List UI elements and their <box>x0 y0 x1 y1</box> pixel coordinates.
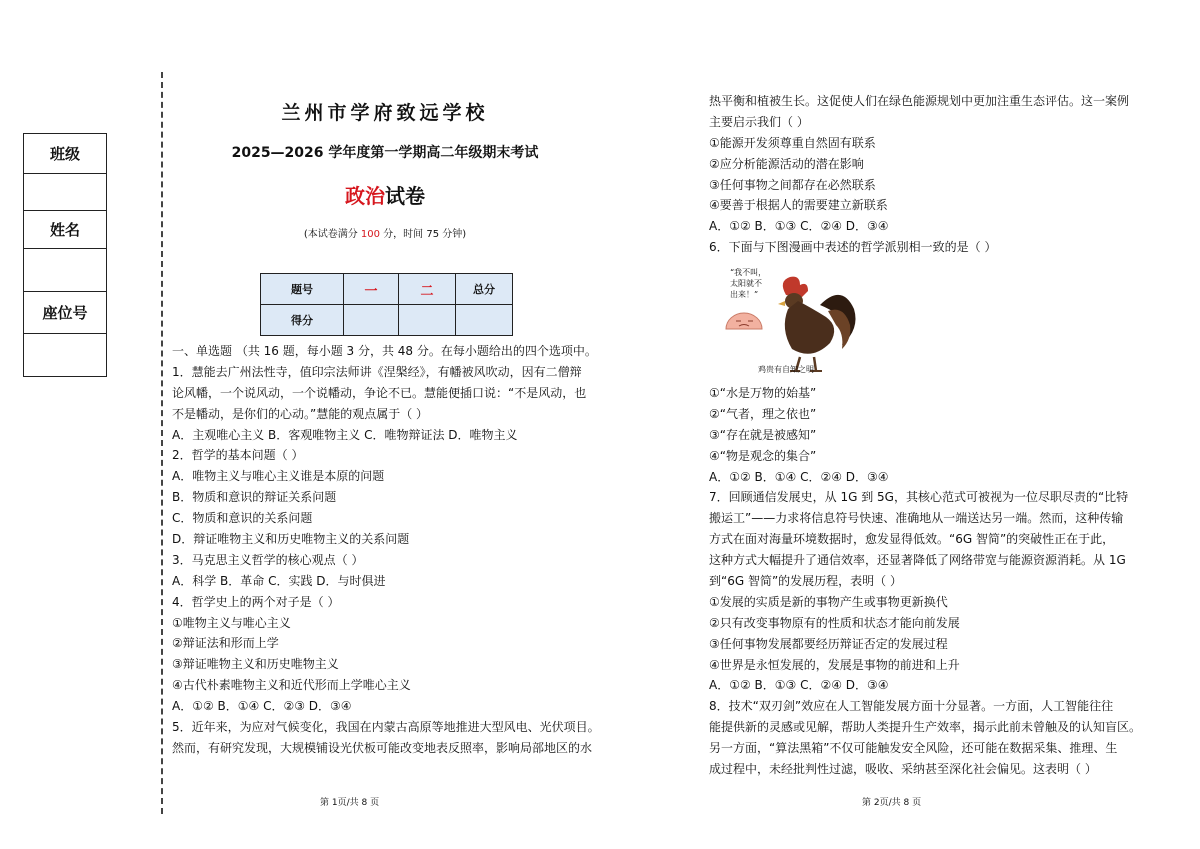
text-line: 1．慧能去广州法性寺，值印宗法师讲《涅槃经》，有幡被风吹动，因有二僧辩 <box>172 364 582 379</box>
score-table <box>260 273 513 336</box>
header-section-2: 二 <box>399 274 456 305</box>
rooster-comic <box>724 265 864 377</box>
page-number-left: 第 1页/共 8 页 <box>320 798 380 808</box>
text-line: 到“6G 智简”的发展历程，表明（ ） <box>709 574 902 589</box>
text-line: D．辩证唯物主义和历史唯物主义的关系问题 <box>172 532 410 547</box>
text-line: 这种方式大幅提升了通信效率，还显著降低了网络带宽与能源资源消耗。从 1G <box>709 553 1126 568</box>
row-score-label: 得分 <box>261 305 344 336</box>
header-total: 总分 <box>456 274 513 305</box>
class-field[interactable] <box>24 174 106 211</box>
speech-line: “我不叫， <box>730 268 767 277</box>
subject-title <box>160 180 610 209</box>
comic-caption: 鸡贵有自知之明 <box>758 365 814 374</box>
text-line: A．科学 B．革命 C．实践 D．与时俱进 <box>172 573 386 588</box>
text-line: A．①② B．①④ C．②③ D．③④ <box>172 699 352 714</box>
text-line: 不是幡动，是你们的心动。”慧能的观点属于（ ） <box>172 406 429 421</box>
text-line: 能提供新的灵感或见解，帮助人类提升生产效率，揭示此前未曾触及的认知盲区。 <box>709 720 1142 735</box>
right-column-top <box>709 91 1149 258</box>
text-line: ②辩证法和形而上学 <box>172 636 279 651</box>
text-line: ②“气者，理之依也” <box>709 406 817 421</box>
text-line: ②只有改变事物原有的性质和状态才能向前发展 <box>709 615 960 630</box>
score-cell-total[interactable] <box>456 305 513 336</box>
subject-rest: 试卷 <box>385 184 425 208</box>
score-cell-2[interactable] <box>399 305 456 336</box>
exam-note <box>160 225 610 240</box>
note-score: 100 <box>360 229 380 240</box>
text-line: 另一方面，“算法黑箱”不仅可能触发安全风险，还可能在数据采集、推理、生 <box>709 741 1118 756</box>
text-line: 8．技术“双刃剑”效应在人工智能发展方面十分显著。一方面，人工智能往往 <box>709 699 1114 714</box>
text-line: A．主观唯心主义 B．客观唯物主义 C．唯物辩证法 D．唯物主义 <box>172 427 518 442</box>
right-column-bottom <box>709 383 1149 780</box>
text-line: ①“水是万物的始基” <box>709 386 817 400</box>
text-line: B．物质和意识的辩证关系问题 <box>172 490 337 505</box>
text-line: ④要善于根据人的需要建立新联系 <box>709 198 888 213</box>
text-line: ②应分析能源活动的潜在影响 <box>709 156 864 171</box>
text-line: A．①② B．①③ C．②④ D．③④ <box>709 678 889 693</box>
text-line: 主要启示我们（ ） <box>709 114 809 129</box>
text-line: 论风幡，一个说风动，一个说幡动，争论不已。慧能便插口说：“不是风动，也 <box>172 385 587 400</box>
text-line: 6．下面与下图漫画中表述的哲学派别相一致的是（ ） <box>709 240 997 255</box>
rooster-illustration <box>724 265 864 377</box>
text-line: ①能源开发须尊重自然固有联系 <box>709 135 876 150</box>
text-line: 成过程中，未经批判性过滤，吸收、采纳甚至深化社会偏见。这表明（ ） <box>709 762 1097 777</box>
text-line: ①唯物主义与唯心主义 <box>172 615 291 630</box>
text-line: 3．马克思主义哲学的核心观点（ ） <box>172 552 364 567</box>
text-line: A．唯物主义与唯心主义谁是本原的问题 <box>172 469 385 484</box>
text-line: 5．近年来，为应对气候变化，我国在内蒙古高原等地推进大型风电、光伏项目。 <box>172 720 600 735</box>
text-line: 7．回顾通信发展史，从 1G 到 5G，其核心范式可被视为一位尽职尽责的“比特 <box>709 490 1129 505</box>
text-line: ③“存在就是被感知” <box>709 427 817 442</box>
text-line: 4．哲学史上的两个对子是（ ） <box>172 594 340 609</box>
name-label: 姓名 <box>24 211 106 249</box>
text-line: C．物质和意识的关系问题 <box>172 511 313 526</box>
text-line: 然而，有研究发现，大规模铺设光伏板可能改变地表反照率，影响局部地区的水 <box>172 740 593 755</box>
speech-line: 出来！” <box>730 290 759 299</box>
left-column <box>172 341 602 759</box>
school-title: 兰州市学府致远学校 <box>281 102 489 124</box>
text-line: 方式在面对海量环境数据时，愈发显得低效。“6G 智简”的突破性正在于此， <box>709 532 1115 547</box>
sun-icon <box>726 313 762 329</box>
subject-red: 政治 <box>345 184 385 208</box>
text-line: A．①② B．①③ C．②④ D．③④ <box>709 219 889 234</box>
text-line: ③辩证唯物主义和历史唯物主义 <box>172 657 339 672</box>
text-line: ④古代朴素唯物主义和近代形而上学唯心主义 <box>172 678 411 693</box>
note-text-a: (本试卷满分 <box>303 229 361 240</box>
text-line: ④“物是观念的集合” <box>709 448 817 463</box>
text-line: 热平衡和植被生长。这促使人们在绿色能源规划中更加注重生态评估。这一案例 <box>709 94 1130 108</box>
text-line: A．①② B．①④ C．②④ D．③④ <box>709 469 889 484</box>
text-line: 搬运工”——力求将信息符号快速、准确地从一端送达另一端。然而，这种传输 <box>709 511 1124 526</box>
text-line: ③任何事物发展都要经历辩证否定的发展过程 <box>709 636 948 651</box>
header-qnum: 题号 <box>261 274 344 305</box>
seat-label: 座位号 <box>24 292 106 334</box>
text-line: 2．哲学的基本问题（ ） <box>172 448 304 463</box>
exam-title: 2025—2026 学年度第一学期高二年级期末考试 <box>231 145 539 161</box>
header-section-1: 一 <box>344 274 399 305</box>
text-line: ①发展的实质是新的事物产生或事物更新换代 <box>709 594 948 609</box>
speech-line: 太阳就不 <box>730 279 762 288</box>
page-number-right: 第 2页/共 8 页 <box>862 798 922 808</box>
class-label: 班级 <box>24 134 106 174</box>
student-info-box <box>23 133 107 377</box>
seat-field[interactable] <box>24 334 106 378</box>
score-cell-1[interactable] <box>344 305 399 336</box>
text-line: ④世界是永恒发展的，发展是事物的前进和上升 <box>709 657 960 672</box>
text-line: 一、单选题 （共 16 题，每小题 3 分，共 48 分。在每小题给出的四个选项中。 <box>172 344 597 358</box>
name-field[interactable] <box>24 249 106 292</box>
note-text-b: 分，时间 75 分钟) <box>380 229 467 240</box>
text-line: ③任何事物之间都存在必然联系 <box>709 177 876 192</box>
